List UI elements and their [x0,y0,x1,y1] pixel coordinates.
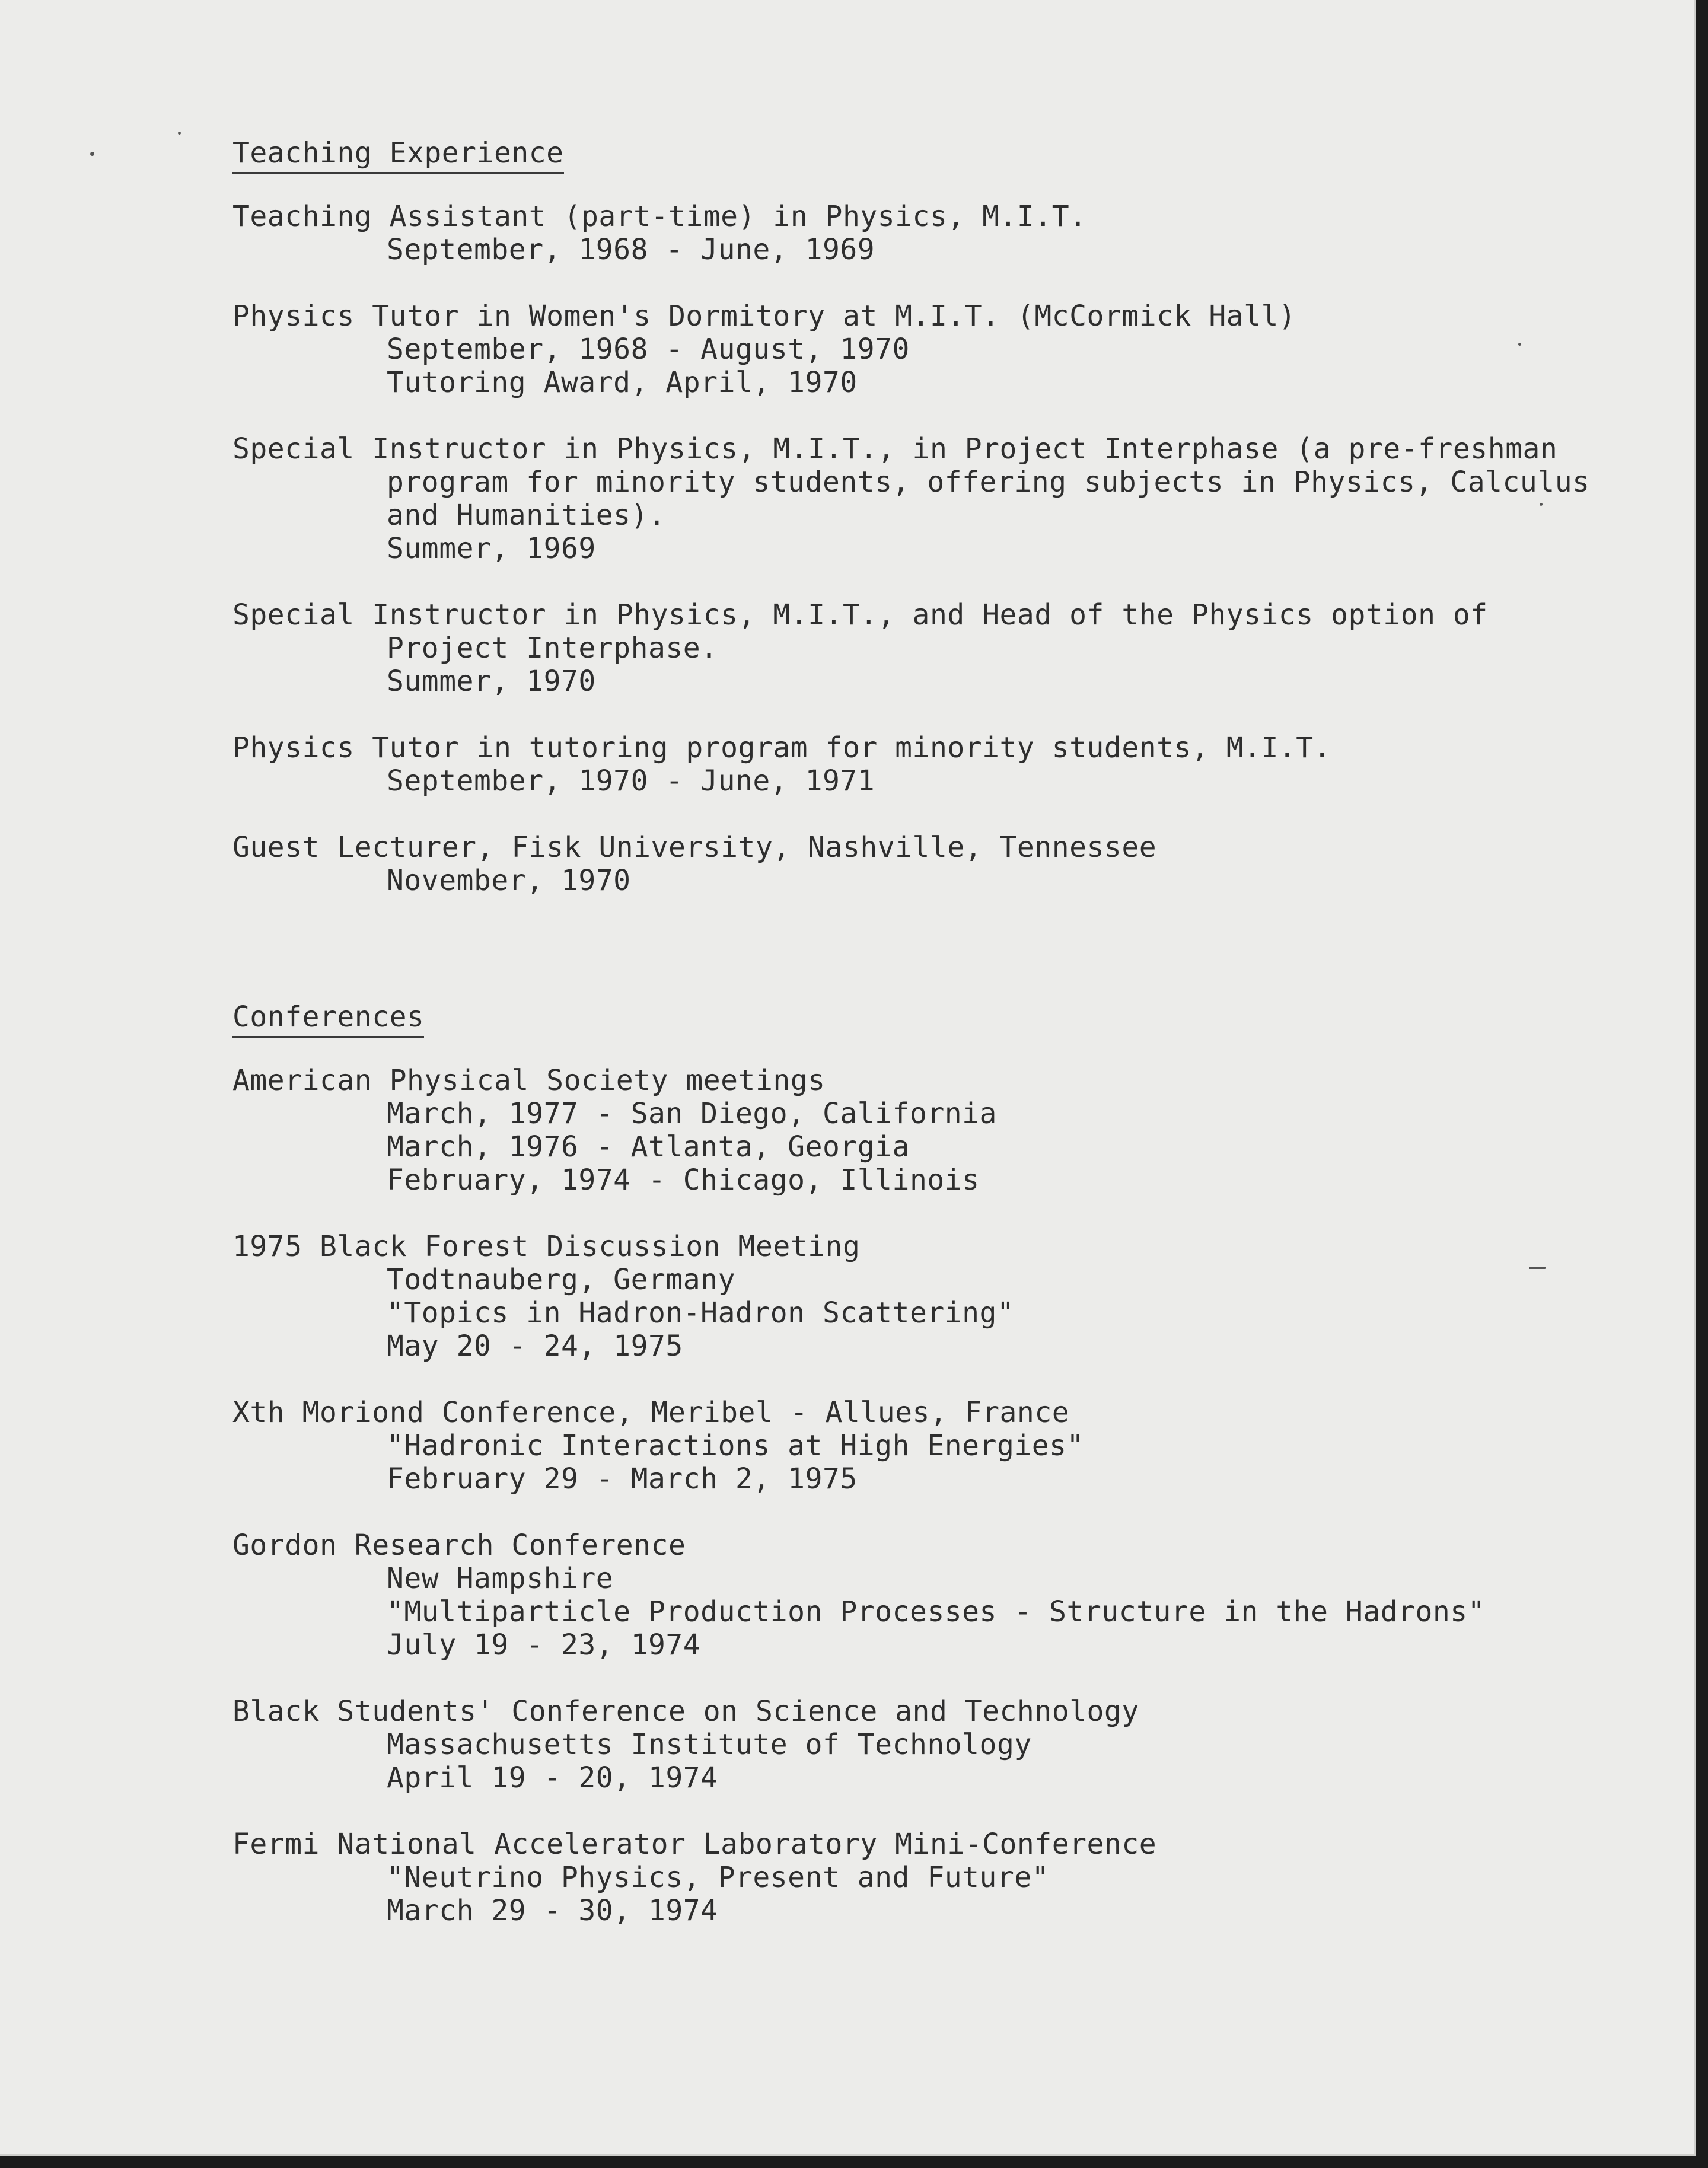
entry-detail-line: February, 1974 - Chicago, Illinois [387,1163,980,1197]
section-gap [232,930,1597,1000]
entry-detail-line: April 19 - 20, 1974 [387,1761,718,1794]
entry-title: Special Instructor in Physics, M.I.T., and Head of the Physics option of [232,598,1488,632]
entry-title: Special Instructor in Physics, M.I.T., in Project Interphase (a pre-freshman [232,432,1558,466]
conference-entry [232,1064,1597,1197]
entry-detail-line: Massachusetts Institute of Technology [387,1728,1032,1761]
entry-detail-line: "Neutrino Physics, Present and Future" [387,1861,1050,1894]
margin-speck [178,132,181,135]
teaching-entry [232,299,1597,399]
entry-title: Physics Tutor in tutoring program for minority students, M.I.T. [232,731,1331,764]
conference-entry [232,1828,1597,1927]
conference-entries [232,1064,1597,1927]
entry-detail-line: September, 1968 - June, 1969 [387,233,875,266]
conference-entry [232,1230,1597,1363]
entry-title: American Physical Society meetings [232,1064,826,1097]
entry-detail-line: November, 1970 [387,864,631,897]
entry-detail-line: July 19 - 23, 1974 [387,1628,701,1662]
conference-entry [232,1695,1597,1794]
teaching-entry [232,598,1597,698]
teaching-entry [232,731,1597,798]
conference-entry [232,1396,1597,1496]
entry-detail-line: program for minority students, offering subjects in Physics, Calculus [387,466,1590,499]
entry-detail-line: Todtnauberg, Germany [387,1263,735,1296]
entry-detail-line: February 29 - March 2, 1975 [387,1462,858,1496]
entry-detail-line: Tutoring Award, April, 1970 [387,366,858,399]
entry-detail-line: Summer, 1970 [387,665,596,698]
entry-detail-line: "Topics in Hadron-Hadron Scattering" [387,1296,1015,1330]
entry-detail-line: September, 1970 - June, 1971 [387,764,875,798]
entry-title: Black Students' Conference on Science and Technology [232,1695,1139,1728]
teaching-entries [232,200,1597,897]
entry-detail-line: Summer, 1969 [387,532,596,565]
entry-title: Physics Tutor in Women's Dormitory at M.I.T. (McCormick Hall) [232,299,1296,333]
section-heading-teaching: Teaching Experience [232,136,564,174]
entry-detail-line: New Hampshire [387,1562,614,1595]
conference-entry [232,1529,1597,1662]
entry-title: Xth Moriond Conference, Meribel - Allues, France [232,1396,1070,1429]
entry-detail-line: "Multiparticle Production Processes - Structure in the Hadrons" [387,1595,1486,1628]
entry-detail-line: Project Interphase. [387,632,718,665]
section-heading-conferences: Conferences [232,1000,424,1038]
entry-detail-line: March, 1976 - Atlanta, Georgia [387,1130,910,1163]
entry-title: Guest Lecturer, Fisk University, Nashville, Tennessee [232,831,1157,864]
document-body [232,136,1597,1960]
entry-title: Fermi National Accelerator Laboratory Mini-Conference [232,1828,1157,1861]
entry-title: Gordon Research Conference [232,1529,686,1562]
entry-title: Teaching Assistant (part-time) in Physics, M.I.T. [232,200,1087,233]
conferences-section [232,1000,1597,1927]
teaching-entry [232,432,1597,565]
entry-detail-line: March 29 - 30, 1974 [387,1894,718,1927]
entry-title: 1975 Black Forest Discussion Meeting [232,1230,861,1263]
entry-detail-line: May 20 - 24, 1975 [387,1330,683,1363]
entry-detail-line: September, 1968 - August, 1970 [387,333,910,366]
teaching-entry [232,200,1597,266]
teaching-entry [232,831,1597,897]
teaching-section [232,136,1597,897]
entry-detail-line: "Hadronic Interactions at High Energies" [387,1429,1084,1462]
entry-detail-line: March, 1977 - San Diego, California [387,1097,997,1130]
margin-speck [90,152,94,156]
entry-detail-line: and Humanities). [387,499,666,532]
